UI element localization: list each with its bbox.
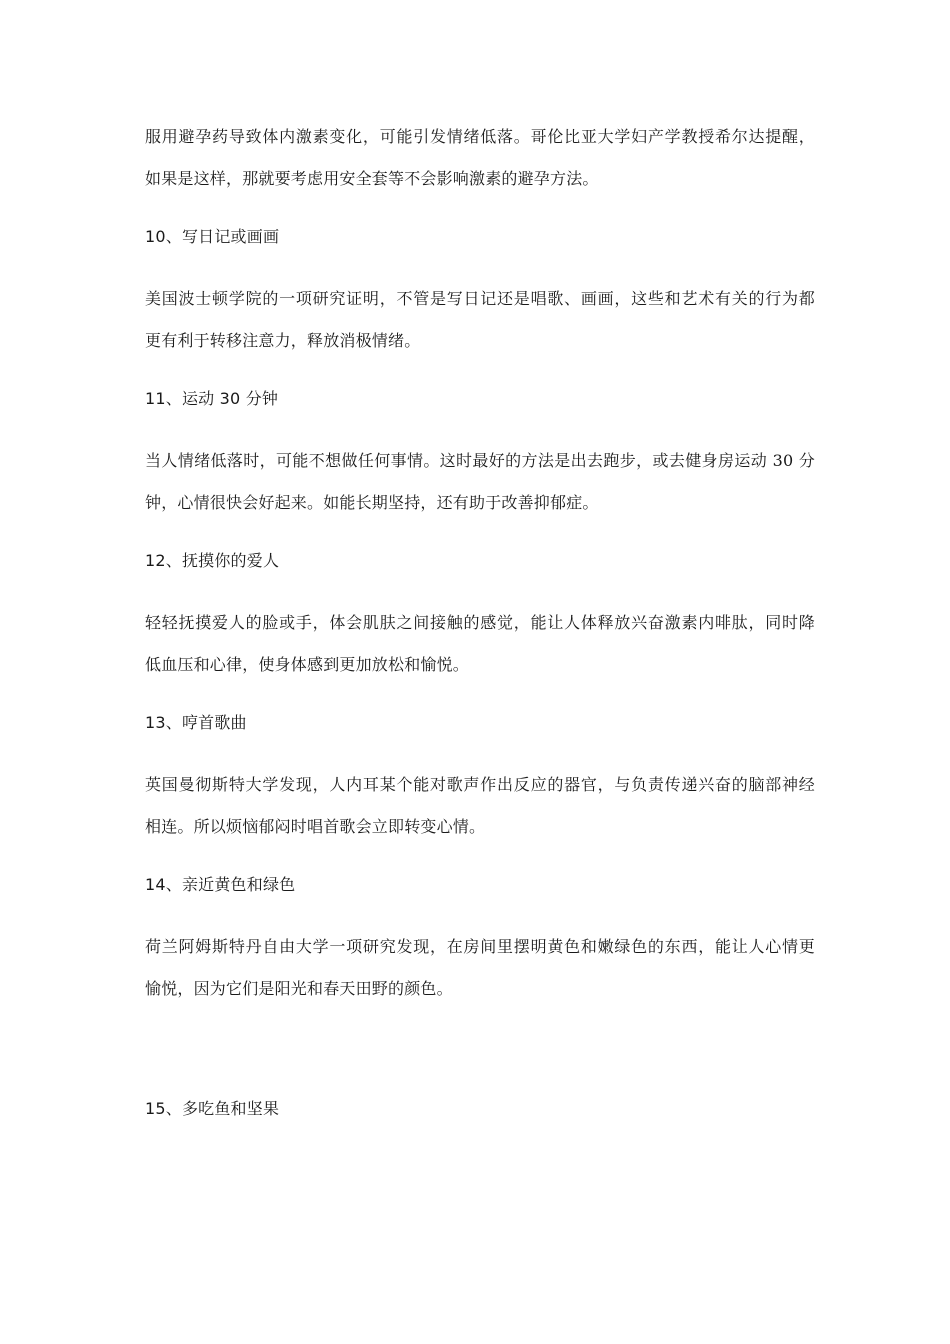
paragraph-line: 荷兰阿姆斯特丹自由大学一项研究发现，在房间里摆明黄色和嫩绿色的东西，能让人心情更	[145, 937, 815, 956]
section-heading: 15、多吃鱼和坚果	[145, 1099, 280, 1118]
paragraph-line: 钟，心情很快会好起来。如能长期坚持，还有助于改善抑郁症。	[145, 493, 599, 512]
paragraph-line: 低血压和心律，使身体感到更加放松和愉悦。	[145, 655, 470, 674]
section-heading: 14、亲近黄色和绿色	[145, 875, 296, 894]
paragraph-line: 愉悦，因为它们是阳光和春天田野的颜色。	[145, 979, 453, 998]
paragraph-line: 服用避孕药导致体内激素变化，可能引发情绪低落。哥伦比亚大学妇产学教授希尔达提醒，	[145, 127, 815, 146]
paragraph-line: 美国波士顿学院的一项研究证明，不管是写日记还是唱歌、画画，这些和艺术有关的行为都	[145, 289, 815, 308]
paragraph-line: 当人情绪低落时，可能不想做任何事情。这时最好的方法是出去跑步，或去健身房运动 30 分	[145, 451, 815, 470]
paragraph-line: 轻轻抚摸爱人的脸或手，体会肌肤之间接触的感觉，能让人体释放兴奋激素内啡肽，同时降	[145, 613, 815, 632]
paragraph-line: 相连。所以烦恼郁闷时唱首歌会立即转变心情。	[145, 817, 486, 836]
paragraph-line: 英国曼彻斯特大学发现，人内耳某个能对歌声作出反应的器官，与负责传递兴奋的脑部神经	[145, 775, 815, 794]
paragraph-line: 更有利于转移注意力，释放消极情绪。	[145, 331, 421, 350]
section-heading: 10、写日记或画画	[145, 227, 280, 246]
paragraph-line: 如果是这样，那就要考虑用安全套等不会影响激素的避孕方法。	[145, 169, 599, 188]
section-heading: 13、哼首歌曲	[145, 713, 247, 732]
section-heading: 12、抚摸你的爱人	[145, 551, 280, 570]
section-heading: 11、运动 30 分钟	[145, 389, 279, 408]
